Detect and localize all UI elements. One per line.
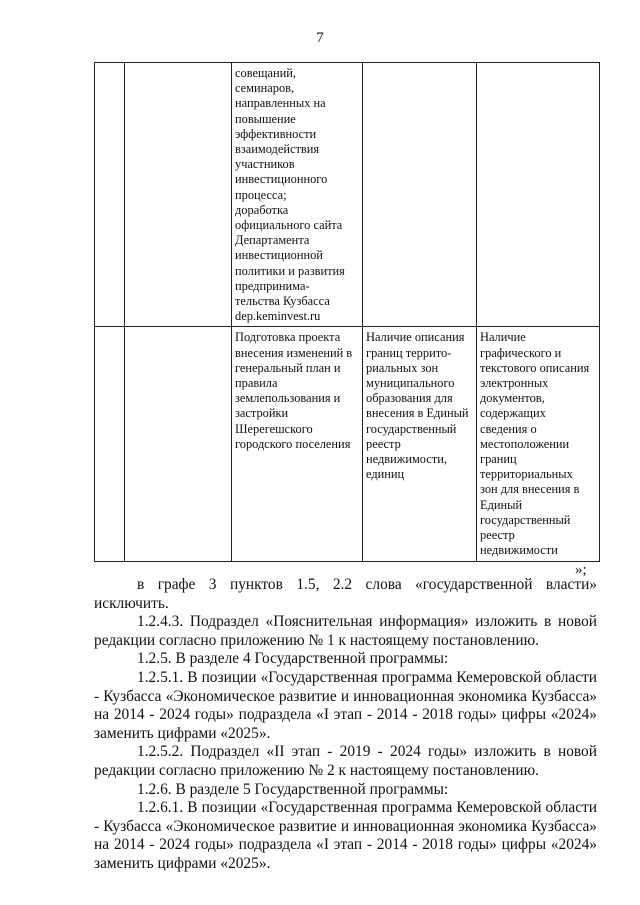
indicator-text: Наличие описания границ террито- риальных зон муниципального образования для внесения в Единый государственный реестр недвижимости, единиц — [366, 330, 469, 482]
table-cell-number — [95, 63, 125, 327]
activity-text: Подготовка проекта внесения изменений в генеральный план и правила землепользования и застройки Шерегешского городского поселения — [235, 330, 353, 451]
activity-text: совещаний, семинаров, направленных на повышение эффективности взаимодействия участников инвестиционного процесса; доработка официального сайта Департамента инвестиционной политики и развития предпринима- тельства Кузбасса dep.keminvest.ru — [235, 66, 345, 324]
table-cell-indicator — [363, 327, 477, 561]
paragraph: в графе 3 пунктов 1.5, 2.2 слова «государственной власти» исключить. — [94, 576, 597, 612]
paragraph: 1.2.5.2. Подраздел «II этап - 2019 - 2024 годы» изложить в новой редакции согласно приложению № 2 к настоящему постановлению. — [94, 743, 597, 779]
document-body — [94, 576, 597, 874]
paragraph: 1.2.5. В разделе 4 Государственной программы: — [137, 650, 449, 668]
table-cell-name — [125, 63, 232, 327]
table-cell-result — [477, 327, 600, 561]
table-cell-activity — [232, 63, 363, 327]
paragraph: 1.2.6. В разделе 5 Государственной программы: — [137, 780, 449, 798]
table-cell-indicator — [363, 63, 477, 327]
program-table — [94, 62, 600, 562]
paragraph: 1.2.6.1. В позиции «Государственная программа Кемеровской области - Кузбасса «Экономическое развитие и инновационная экономика Кузбасса» на 2014 - 2024 годы» подраздела «I этап - 2014 - 2018 годы» цифры «2024» заменить цифрами «2025». — [94, 799, 597, 872]
table-cell-number — [95, 327, 125, 561]
table-cell-activity — [232, 327, 363, 561]
table-cell-name — [125, 327, 232, 561]
table-cell-result — [477, 63, 600, 327]
table-row — [95, 63, 600, 327]
paragraph: 1.2.5.1. В позиции «Государственная программа Кемеровской области - Кузбасса «Экономическое развитие и инновационная экономика Кузбасса» на 2014 - 2024 годы» подраздела «I этап - 2014 - 2018 годы» цифры «2024» заменить цифрами «2025». — [94, 668, 597, 742]
page-number: 7 — [316, 30, 324, 46]
closing-quote: »; — [575, 562, 587, 578]
result-text: Наличие графического и текстового описания электронных документов, содержащих сведения о местоположении границ территориальных зон для внесения в Единый государственный реестр недвижимости — [480, 330, 590, 558]
table-row — [95, 327, 600, 561]
paragraph: 1.2.4.3. Подраздел «Пояснительная информация» изложить в новой редакции согласно приложению № 1 к настоящему постановлению. — [94, 613, 597, 649]
